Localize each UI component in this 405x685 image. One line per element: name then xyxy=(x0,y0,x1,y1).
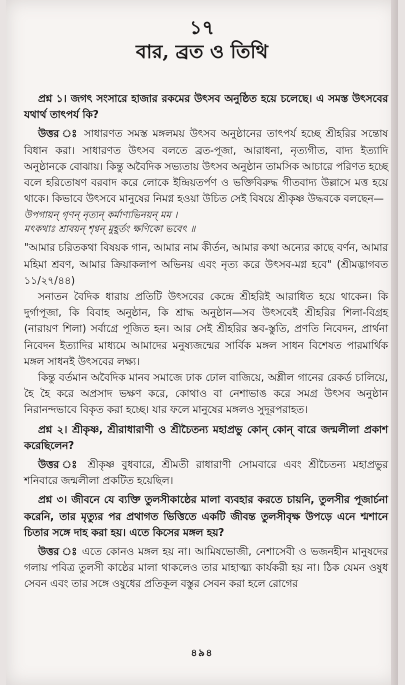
question-label: প্রশ্ন ৩। xyxy=(38,494,67,507)
answer-paragraph xyxy=(24,544,388,593)
question-text: জীবনে যে ব্যক্তি তুলসীকাষ্ঠের মালা ব্যবহার করতে চায়নি, তুলসীর পূজার্চনা করেনি, তার মৃত্যুর পর প্রথাগত ভিত্তিতে একটি জীবন্ত তুলসীবৃক্ষ উপড়ে এনে শ্মশানে চিতার সঙ্গে দাহ করা হয়। এতে কিসের মঙ্গল হয়? xyxy=(24,494,388,539)
chapter-number: ১৭ xyxy=(189,17,215,39)
answer-paragraph xyxy=(24,126,388,207)
page-body xyxy=(24,88,388,593)
answer-text: এতে কোনও মঙ্গল হয় না। আমিষভোজী, নেশাসেবী ও ভজনহীন মানুষদের গলায় পবিত্র তুলসী কাষ্ঠের মালা থাকলেও তার মাহাত্ম্য কার্যকরী হয় না। ঠিক যেমন ওষুধ সেবন এবং তার সঙ্গে ওষুধের প্রতিকূল বস্তুর সেবন করা হলে রোগের xyxy=(24,546,388,591)
question-paragraph xyxy=(24,422,388,454)
chapter-title: বার, ব্রত ও তিথি xyxy=(135,41,269,63)
answer-label: উত্তর ঃ xyxy=(38,459,81,472)
body-paragraph: কিন্তু বর্তমান অবৈদিক মানব সমাজে ঢাক ঢোল বাজিয়ে, অশ্লীল গানের রেকর্ড চালিয়ে, হৈ হৈ করে অপ্রসাদ ভক্ষণ করে, কোথাও বা নেশাভাঙ করে সমগ্র উৎসব অনুষ্ঠান নিরানন্দভাবে বিকৃত করা হচ্ছে। যার ফলে মানুষের মঙ্গলও সুদূরপরাহত। xyxy=(24,372,388,417)
question-paragraph xyxy=(24,91,388,123)
verse-line: মৎকথাঃ শ্রাবয়ন্ শৃণ্বন্ মুহূর্তং ক্ষণিকো ভবেৎ ॥ xyxy=(24,224,196,236)
question-label: প্রশ্ন ১। xyxy=(38,93,67,105)
question-label: প্রশ্ন ২। xyxy=(38,423,68,436)
question-text: শ্রীকৃষ্ণ, শ্রীরাধারাণী ও শ্রীচৈতন্য মহাপ্রভু কোন্ কোন্ বারে জন্মলীলা প্রকাশ করেছিলেন? xyxy=(24,423,388,452)
page-edge xyxy=(391,0,398,685)
verse-translation: "আমার চরিতকথা বিষয়ক গান, আমার নাম কীর্তন, আমার কথা অন্যের কাছে বর্ণন, আমার মহিমা শ্রবণ, আমার ক্রিয়াকলাপ অভিনয় এবং নৃত্য করে উৎসব-মগ্ন হবে" (শ্রীমদ্ভাগবত ১১/২৭/৪৪) xyxy=(24,242,388,287)
sanskrit-verse xyxy=(24,209,388,237)
body-paragraph: সনাতন বৈদিক ধারায় প্রতিটি উৎসবের কেন্দ্রে শ্রীহরিই আরাধিত হয়ে থাকেন। কি দুর্গাপূজা, কি বিবাহ অনুষ্ঠান, কি শ্রাদ্ধ অনুষ্ঠান—সব উৎসবেই শ্রীহরির শিলা-বিগ্রহ (নারায়ণ শিলা) সর্বাগ্রে পূজিত হন। আর সেই শ্রীহরির স্তব-স্তুতি, প্রণতি নিবেদন, প্রার্থনা নিবেদন ইত্যাদির মাধ্যমে আমাদের মনুষ্যজন্মের সার্বিক মঙ্গল সাধন বিশেষত পারমার্থিক মঙ্গল সাধনই উৎসবের লক্ষ্য। xyxy=(24,291,388,368)
page-number: ৪৯৪ xyxy=(190,648,214,659)
verse-line: উপগায়ন্ গৃণন্ নৃত্যন্ কর্মাণ্যভিনয়ন্ মম । xyxy=(24,210,178,222)
question-text: জগৎ সংসারে হাজার রকমের উৎসব অনুষ্ঠিত হয়ে চলেছে। এ সমস্ত উৎসবের যথার্থ তাৎপর্য কি? xyxy=(24,93,388,122)
answer-text: সাধারণত সমস্ত মঙ্গলময় উৎসব অনুষ্ঠানের তাৎপর্য হচ্ছে শ্রীহরির সন্তোষ বিধান করা। সাধারণত উৎসব বলতে ব্রত-পূজা, আরাধনা, নৃত্যগীত, বাদ্য ইত্যাদি অনুষ্ঠানকে বোঝায়। কিন্তু অবৈদিক সভ্যতায় উৎসব অনুষ্ঠান তামসিক আচারে পরিণত হচ্ছে বলে হরিতোষণ বরবাদ করে লোকে ইন্দ্রিয়তর্পণ ও ভক্তিবিরুদ্ধ গীতবাদ্য উল্লাসে মত্ত হয়ে থাকে। কিভাবে উৎসবে মানুষের নিমগ্ন হওয়া উচিত সেই বিষয়ে শ্রীকৃষ্ণ উদ্ধবকে বলছেন— xyxy=(24,128,388,206)
answer-text: শ্রীকৃষ্ণ বুধবারে, শ্রীমতী রাধারাণী সোমবারে এবং শ্রীচৈতন্য মহাপ্রভুর শনিবারে জন্মলীলা প্রকটিত হয়েছিল। xyxy=(24,459,388,488)
question-paragraph xyxy=(24,492,388,541)
answer-label: উত্তর ঃ xyxy=(38,128,79,141)
answer-label: উত্তর ঃ xyxy=(38,546,78,559)
book-page xyxy=(6,0,398,685)
answer-paragraph xyxy=(24,457,388,489)
